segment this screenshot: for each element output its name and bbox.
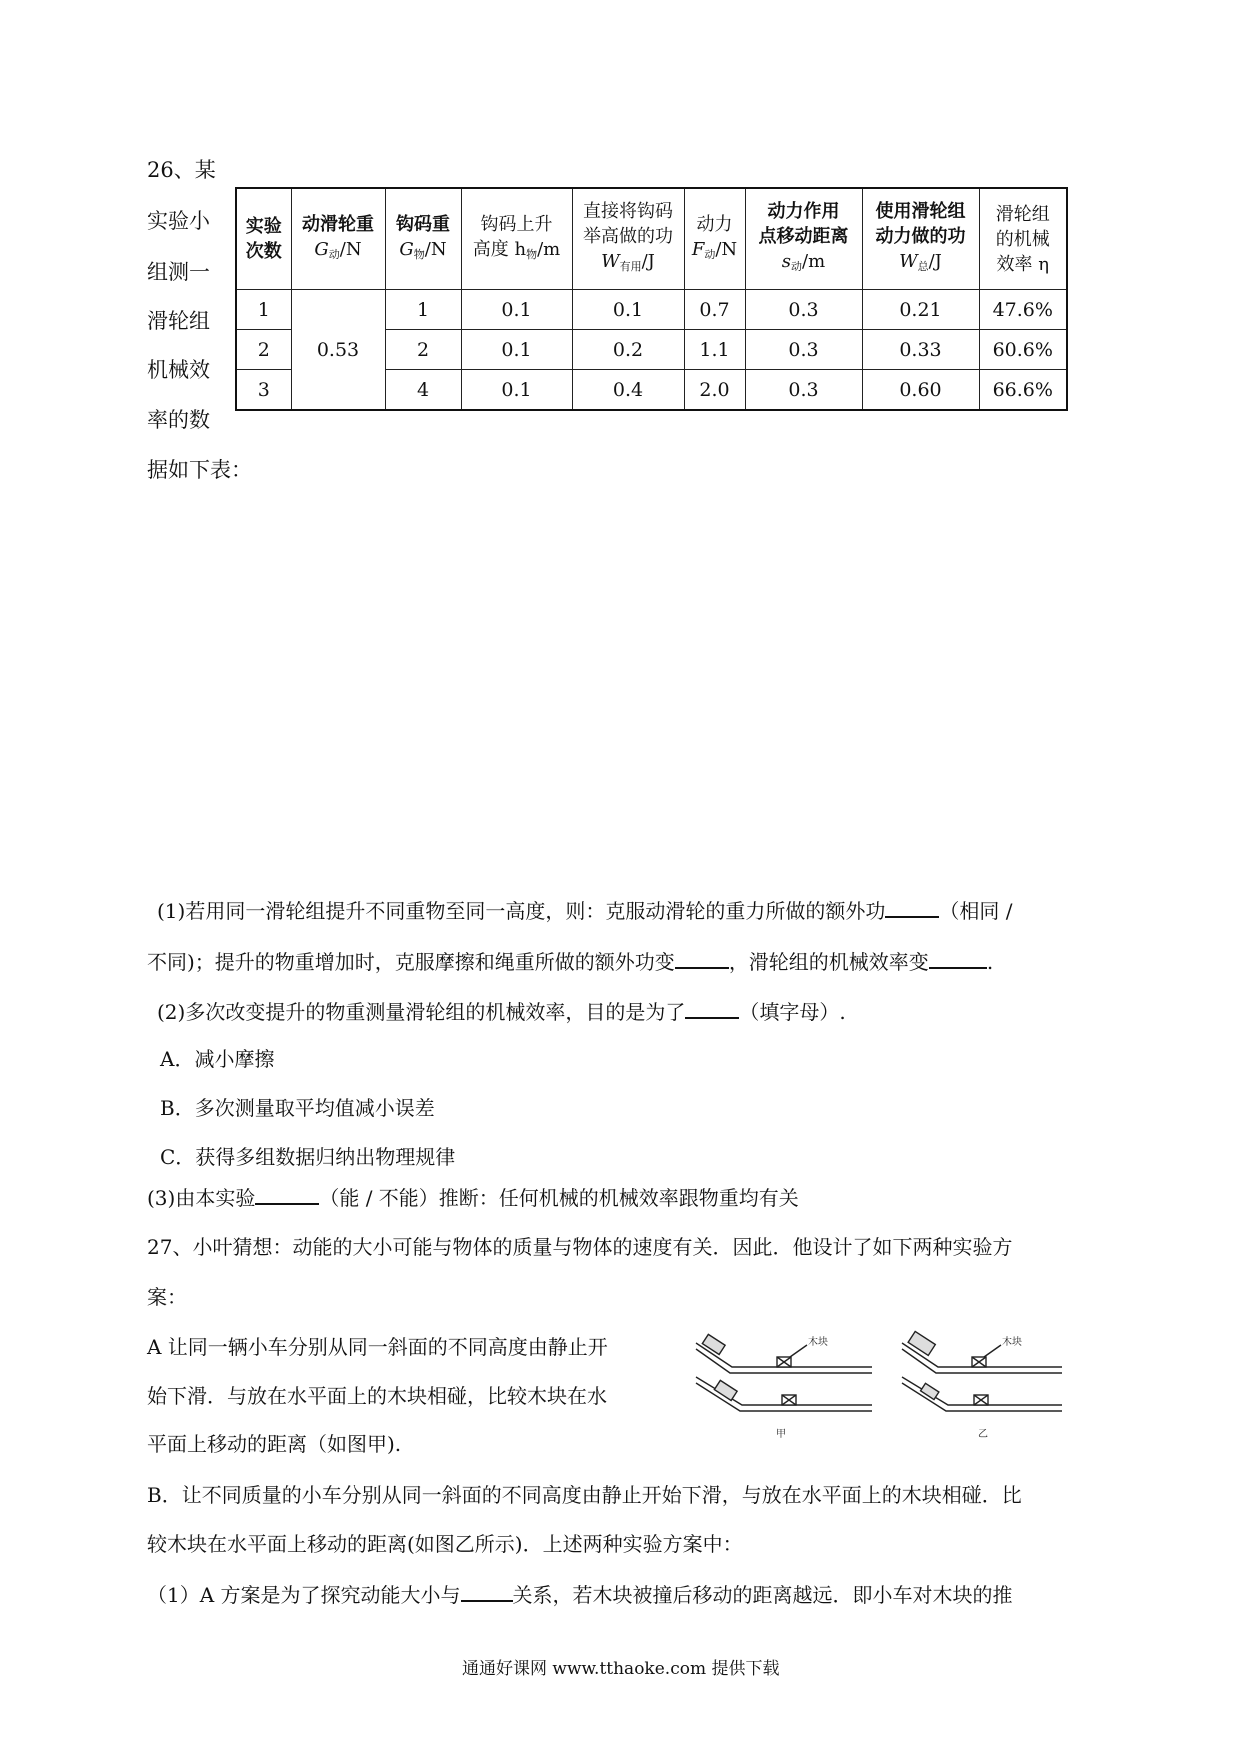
pulley-efficiency-table [235,187,1068,411]
q26-side-line-3: 组测一 [147,260,210,284]
q27-intro-line1: 27、小叶猜想：动能的大小可能与物体的质量与物体的速度有关．因此．他设计了如下两种实验方 [147,1235,1013,1259]
cell-useful-work: 0.2 [572,330,684,370]
answer-blank[interactable] [255,1185,319,1205]
header-hook-weight: 钩码重 $G_物/N$ [385,188,461,290]
header-force: 动力 $F_动/N$ [684,188,745,290]
block-icon [974,1395,988,1405]
cell-force: 2.0 [684,370,745,411]
q26-side-line-1: 26、某 [147,158,216,182]
experiment-figure [690,1325,1090,1445]
q27-plan-b-line1: B．让不同质量的小车分别从同一斜面的不同高度由静止开始下滑，与放在水平面上的木块相碰．比 [147,1483,1022,1507]
table-header-row [236,188,1067,290]
cell-pulley-weight: 0.53 [291,290,385,411]
q26-side-line-4: 滑轮组 [147,309,210,333]
q26-option-b: B．多次测量取平均值减小误差 [160,1096,435,1120]
answer-blank[interactable] [685,999,739,1019]
q26-tail: 据如下表： [147,458,252,482]
cell-efficiency: 66.6% [979,370,1067,411]
cell-efficiency: 47.6% [979,290,1067,330]
q26-option-a: A．减小摩擦 [160,1047,275,1071]
q26-q1-line2: 不同)；提升的物重增加时，克服摩擦和绳重所做的额外功变 ，滑轮组的机械效率变 . [147,950,994,974]
label-pointer [984,1345,1001,1357]
caption-right: 乙 [978,1429,988,1440]
q26-side-line-6: 率的数 [147,408,210,432]
cell-force: 0.7 [684,290,745,330]
header-lift-height: 钩码上升 高度 $h_物/m$ [461,188,572,290]
cell-lift-height: 0.1 [461,330,572,370]
cell-lift-height: 0.1 [461,290,572,330]
cell-useful-work: 0.1 [572,290,684,330]
q26-side-line-5: 机械效 [147,358,210,382]
q27-intro-line2: 案： [147,1285,187,1309]
cell-trial: 3 [236,370,291,411]
q27-plan-a-line2: 始下滑．与放在水平面上的木块相碰，比较木块在水 [147,1384,607,1408]
page-footer: 通通好课网 www.tthaoke.com 提供下载 [462,1659,780,1679]
cell-hook-weight: 4 [385,370,461,411]
cell-trial: 2 [236,330,291,370]
answer-blank[interactable] [461,1582,513,1602]
header-useful-work: 直接将钩码 举高做的功 $W_{有用}/J$ [572,188,684,290]
cell-distance: 0.3 [745,290,862,330]
table-row [236,290,1067,330]
header-pulley-weight: 动滑轮重 $G_动/N$ [291,188,385,290]
block-icon [782,1395,796,1405]
header-total-work: 使用滑轮组 动力做的功 $W_总/J$ [862,188,979,290]
header-efficiency: 滑轮组 的机械 效率 η [979,188,1067,290]
answer-blank[interactable] [885,898,939,918]
label-pointer [790,1345,807,1357]
cell-trial: 1 [236,290,291,330]
q26-q3: (3)由本实验 （能 / 不能）推断：任何机械的机械效率跟物重均有关 [147,1186,799,1210]
q26-q1-line1: (1)若用同一滑轮组提升不同重物至同一高度，则：克服动滑轮的重力所做的额外功 （相同 / [157,899,1013,923]
cell-total-work: 0.33 [862,330,979,370]
block-label: 木块 [1002,1337,1022,1348]
cell-total-work: 0.21 [862,290,979,330]
q27-plan-a-line3: 平面上移动的距离（如图甲). [147,1432,402,1456]
q26-q2: (2)多次改变提升的物重测量滑轮组的机械效率，目的是为了 （填字母）. [157,1000,846,1024]
answer-blank[interactable] [675,949,729,969]
q26-side-line-2: 实验小 [147,209,210,233]
q27-plan-b-line2: 较木块在水平面上移动的距离(如图乙所示)．上述两种实验方案中： [147,1532,743,1556]
block-icon [777,1357,791,1367]
cart-icon [908,1331,935,1355]
cell-useful-work: 0.4 [572,370,684,411]
q27-plan-a-line1: A 让同一辆小车分别从同一斜面的不同高度由静止开 [147,1335,608,1359]
cell-distance: 0.3 [745,370,862,411]
cell-distance: 0.3 [745,330,862,370]
q27-q1: （1）A 方案是为了探究动能大小与 关系，若木块被撞后移动的距离越远．即小车对木块的推 [147,1583,1013,1607]
header-distance: 动力作用 点移动距离 $s_动/m$ [745,188,862,290]
caption-left: 甲 [776,1429,786,1440]
cell-efficiency: 60.6% [979,330,1067,370]
q26-option-c: C．获得多组数据归纳出物理规律 [160,1145,456,1169]
cell-hook-weight: 2 [385,330,461,370]
cell-lift-height: 0.1 [461,370,572,411]
cell-force: 1.1 [684,330,745,370]
block-icon [972,1357,986,1367]
block-label: 木块 [808,1337,828,1348]
cell-hook-weight: 1 [385,290,461,330]
header-trial: 实验 次数 [236,188,291,290]
cell-total-work: 0.60 [862,370,979,411]
cart-icon [702,1334,725,1354]
answer-blank[interactable] [929,949,987,969]
